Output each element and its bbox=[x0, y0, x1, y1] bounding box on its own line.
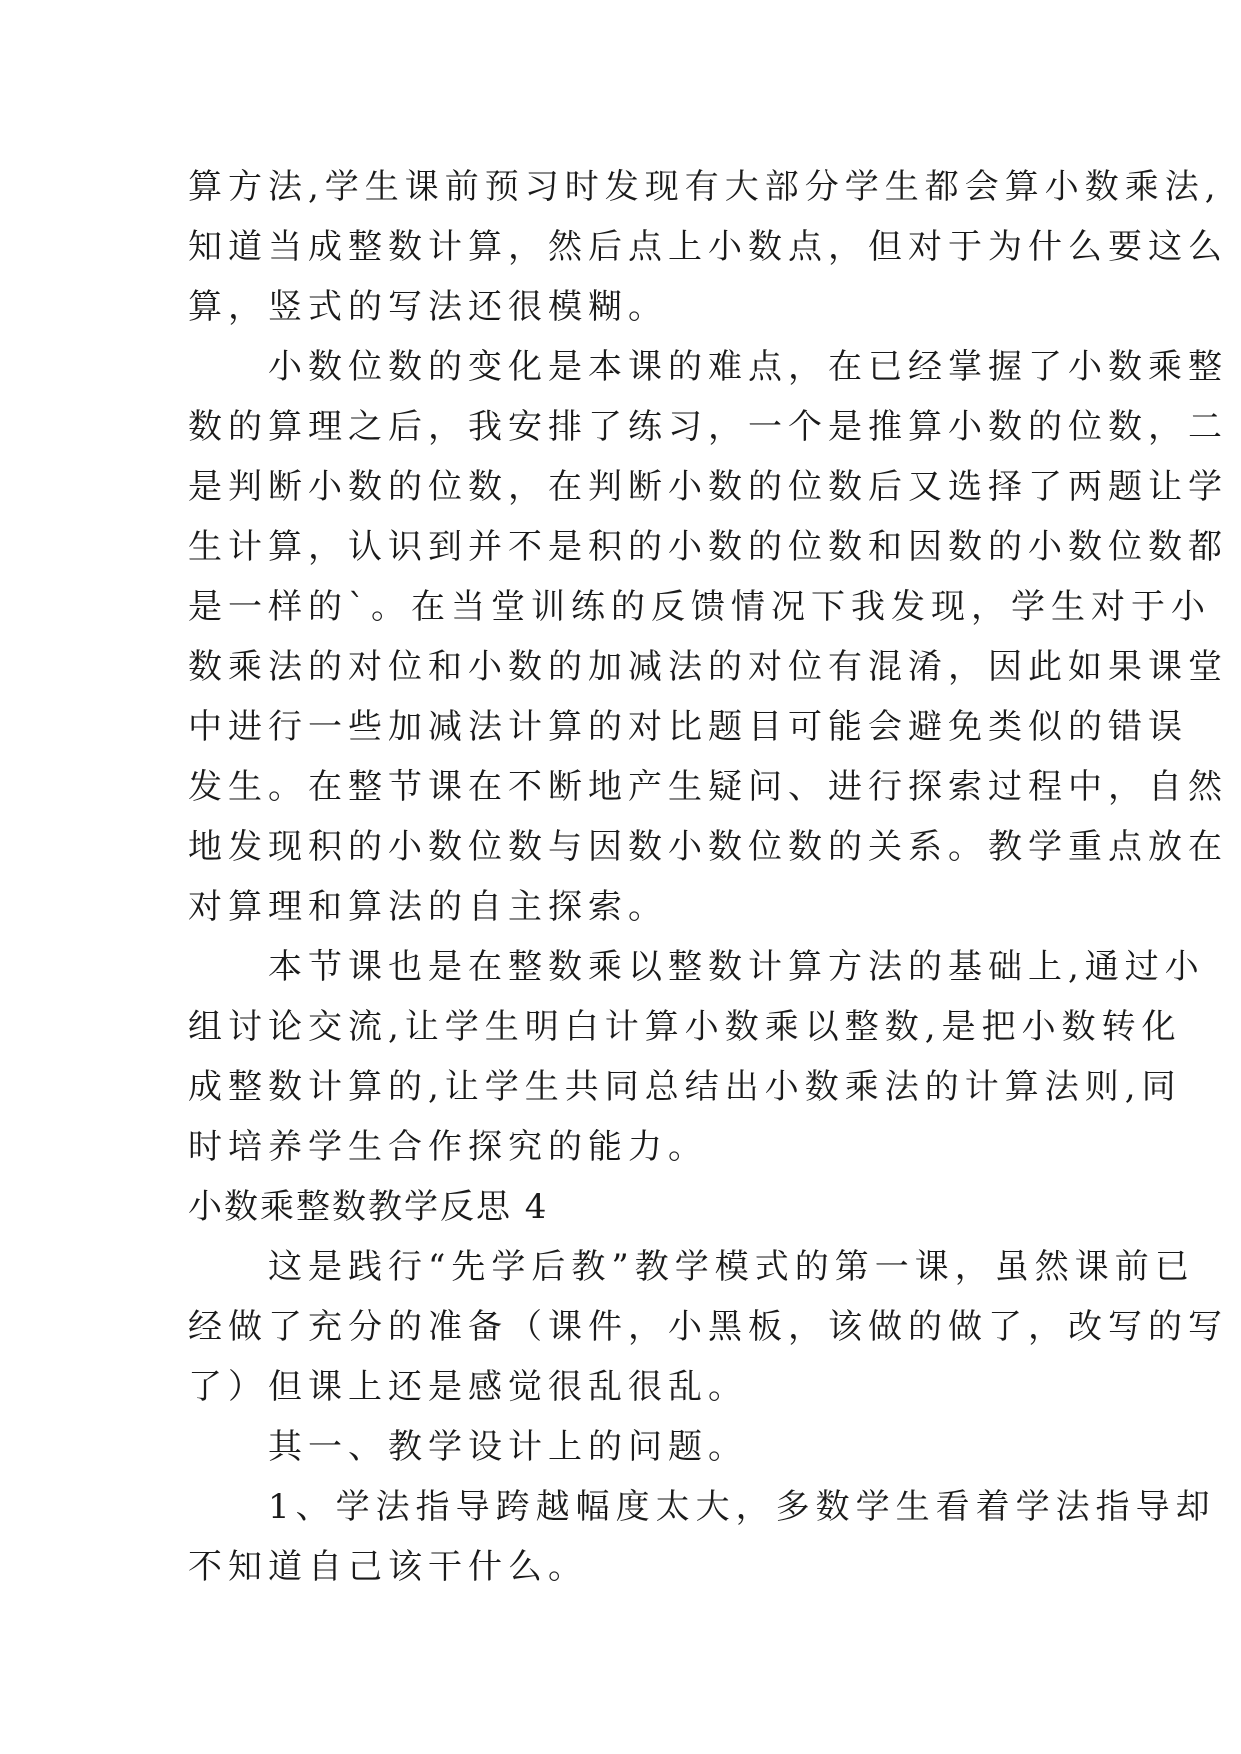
text-line: 数的算理之后，我安排了练习，一个是推算小数的位数，二 bbox=[188, 407, 1228, 447]
text-line: 本节课也是在整数乘以整数计算方法的基础上,通过小 bbox=[188, 947, 1205, 987]
section-heading: 小数乘整数教学反思 4 bbox=[188, 1187, 549, 1227]
text-line: 算，竖式的写法还很模糊。 bbox=[188, 287, 668, 327]
text-line: 生计算，认识到并不是积的小数的位数和因数的小数位数都 bbox=[188, 527, 1228, 567]
text-line: 1、学法指导跨越幅度太大，多数学生看着学法指导却 bbox=[188, 1487, 1216, 1527]
document-body bbox=[188, 157, 1228, 1597]
text-line: 时培养学生合作探究的能力。 bbox=[188, 1127, 708, 1167]
text-line: 成整数计算的,让学生共同总结出小数乘法的计算法则,同 bbox=[188, 1067, 1182, 1107]
text-line: 中进行一些加减法计算的对比题目可能会避免类似的错误 bbox=[188, 707, 1188, 747]
text-line: 组讨论交流,让学生明白计算小数乘以整数,是把小数转化 bbox=[188, 1007, 1182, 1047]
text-line: 经做了充分的准备（课件，小黑板，该做的做了，改写的写 bbox=[188, 1307, 1228, 1347]
text-line: 地发现积的小数位数与因数小数位数的关系。教学重点放在 bbox=[188, 827, 1228, 867]
text-line: 其一、教学设计上的问题。 bbox=[188, 1427, 748, 1467]
text-line: 这是践行“先学后教”教学模式的第一课，虽然课前已 bbox=[188, 1247, 1195, 1287]
text-line: 不知道自己该干什么。 bbox=[188, 1547, 588, 1587]
text-line: 了）但课上还是感觉很乱很乱。 bbox=[188, 1367, 748, 1407]
text-line: 算方法,学生课前预习时发现有大部分学生都会算小数乘法, bbox=[188, 167, 1222, 207]
text-line: 数乘法的对位和小数的加减法的对位有混淆，因此如果课堂 bbox=[188, 647, 1228, 687]
text-line: 是一样的`。在当堂训练的反馈情况下我发现，学生对于小 bbox=[188, 587, 1211, 627]
text-line: 发生。在整节课在不断地产生疑问、进行探索过程中，自然 bbox=[188, 767, 1228, 807]
text-line: 小数位数的变化是本课的难点，在已经掌握了小数乘整 bbox=[188, 347, 1228, 387]
text-line: 对算理和算法的自主探索。 bbox=[188, 887, 668, 927]
text-line: 是判断小数的位数，在判断小数的位数后又选择了两题让学 bbox=[188, 467, 1228, 507]
text-line: 知道当成整数计算，然后点上小数点，但对于为什么要这么 bbox=[188, 227, 1228, 267]
